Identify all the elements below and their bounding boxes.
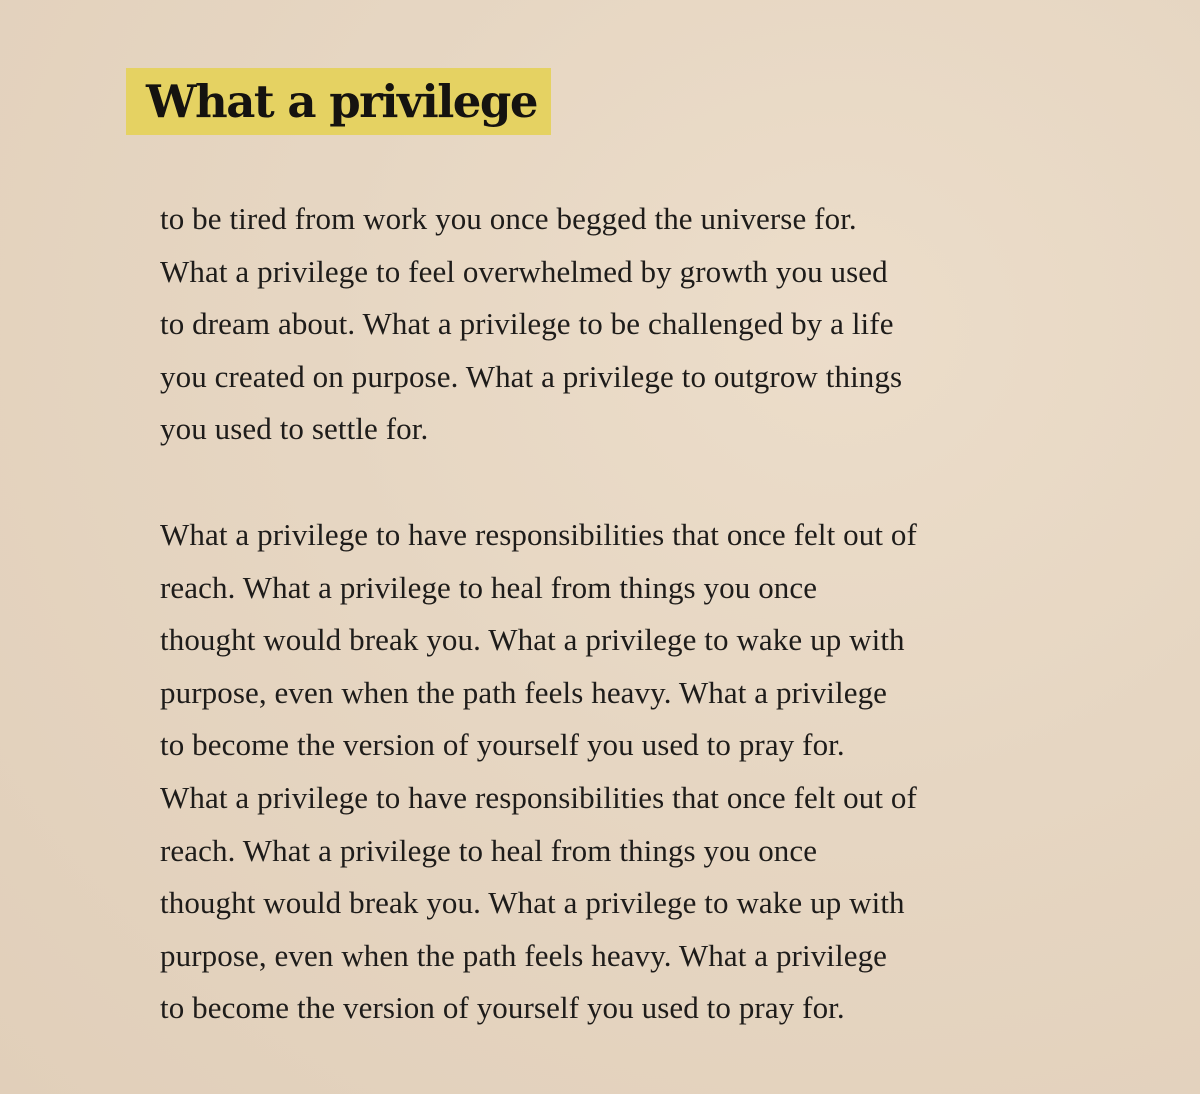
- body-text: [160, 193, 1120, 1035]
- text-line: thought would break you. What a privilege to wake up with: [160, 885, 905, 921]
- text-line: reach. What a privilege to heal from things you once: [160, 569, 818, 605]
- text-line: to dream about. What a privilege to be challenged by a life: [160, 306, 894, 342]
- page-title: What a privilege: [146, 75, 538, 128]
- paragraph-gap: [160, 456, 1120, 509]
- text-line: purpose, even when the path feels heavy. What a privilege: [160, 674, 888, 710]
- text-line: What a privilege to have responsibilities that once felt out of: [160, 516, 917, 552]
- text-line: What a privilege to have responsibilities that once felt out of: [160, 779, 917, 815]
- text-line: What a privilege to feel overwhelmed by growth you used: [160, 253, 888, 289]
- title-highlight: [126, 68, 551, 135]
- text-line: to become the version of yourself you used to pray for.: [160, 990, 845, 1026]
- text-line: reach. What a privilege to heal from things you once: [160, 832, 818, 868]
- text-line: to become the version of yourself you used to pray for.: [160, 727, 845, 763]
- text-line: you created on purpose. What a privilege to outgrow things: [160, 358, 903, 394]
- paragraph-1: [160, 193, 1120, 456]
- text-line: to be tired from work you once begged the universe for.: [160, 201, 857, 236]
- text-line: thought would break you. What a privilege to wake up with: [160, 622, 905, 658]
- text-line: you used to settle for.: [160, 411, 429, 447]
- text-line: purpose, even when the path feels heavy. What a privilege: [160, 937, 888, 973]
- paragraph-2: [160, 509, 1120, 1035]
